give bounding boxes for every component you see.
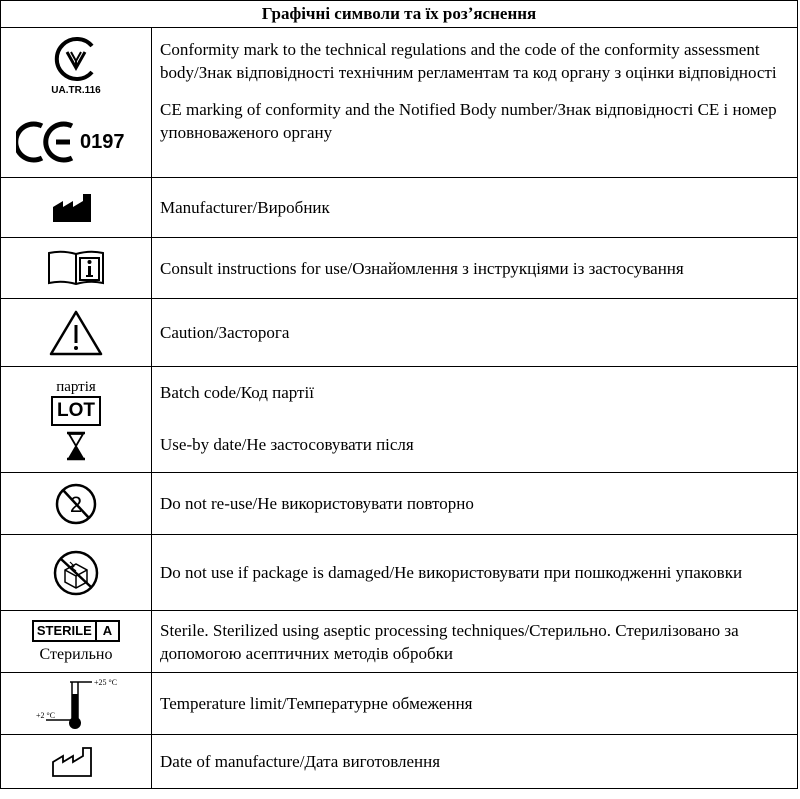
lot-label-top: партія: [56, 378, 96, 395]
table-row: [1, 473, 798, 535]
icon-cell: [1, 535, 152, 611]
thermometer-icon: [26, 676, 126, 732]
table-row: [1, 673, 798, 735]
description-cell: [152, 367, 798, 473]
sterile-label-bottom: Стерильно: [39, 645, 113, 663]
min-temp-label: +2 °C: [36, 710, 56, 720]
use-by-description: Use-by date/Не застосовувати після: [160, 435, 414, 454]
icon-cell: [1, 178, 152, 238]
description-cell: Do not re-use/Не використовувати повторно: [152, 473, 798, 535]
batch-code-description: Batch code/Код партії: [160, 383, 314, 402]
hourglass-icon: [65, 431, 87, 461]
description-cell: Temperature limit/Температурне обмеження: [152, 673, 798, 735]
table-title: Графічні символи та їх розʼяснення: [1, 1, 798, 28]
description-cell: Caution/Засторога: [152, 299, 798, 367]
do-not-reuse-icon: [54, 482, 98, 526]
sterile-a-icon: [32, 620, 120, 642]
icon-cell: [1, 367, 152, 473]
description-cell: Consult instructions for use/Ознайомлення з інструкціями із застосування: [152, 238, 798, 299]
icon-cell: [1, 735, 152, 789]
ce-mark-icon: [16, 120, 125, 164]
consult-instructions-icon: [47, 250, 105, 286]
table-row: [1, 28, 798, 178]
icon-cell: [1, 28, 152, 178]
description-cell: Manufacturer/Виробник: [152, 178, 798, 238]
icon-cell: [1, 299, 152, 367]
table-row: [1, 299, 798, 367]
table-row: [1, 367, 798, 473]
table-header-row: [1, 1, 798, 28]
max-temp-label: +25 °C: [94, 677, 118, 687]
date-of-manufacture-icon: [51, 746, 101, 778]
table-row: [1, 735, 798, 789]
icon-cell: [1, 673, 152, 735]
ua-mark-code: UA.TR.116: [51, 85, 101, 96]
ce-mark-description: CE marking of conformity and the Notified Body number/Знак відповідності СЕ і номер уповноваженого органу: [160, 100, 777, 142]
icon-cell: [1, 238, 152, 299]
description-cell: [152, 28, 798, 178]
description-cell: Sterile. Sterilized using aseptic processing techniques/Стерильно. Стерилізовано за допомогою асептичних методів обробки: [152, 611, 798, 673]
ua-mark-description: Conformity mark to the technical regulations and the code of the conformity assessment body/Знак відповідності технічним регламентам та код органу з оцінки відповідності: [160, 40, 777, 82]
reuse-number: 2: [69, 491, 83, 517]
sterile-method-label: A: [102, 622, 113, 638]
table-row: [1, 178, 798, 238]
notified-body-number: 0197: [80, 130, 125, 153]
ua-conformity-mark-icon: [1, 36, 151, 96]
manufacturer-icon: [51, 193, 101, 223]
description-cell: Do not use if package is damaged/Не використовувати при пошкодженні упаковки: [152, 535, 798, 611]
icon-cell: [1, 473, 152, 535]
sterile-label: STERILE: [34, 622, 97, 640]
table-row: [1, 611, 798, 673]
caution-icon: [49, 309, 103, 357]
icon-cell: [1, 611, 152, 673]
table-row: [1, 238, 798, 299]
description-cell: Date of manufacture/Дата виготовлення: [152, 735, 798, 789]
table-row: [1, 535, 798, 611]
damaged-package-icon: [52, 549, 100, 597]
lot-icon: LOT: [51, 396, 101, 426]
